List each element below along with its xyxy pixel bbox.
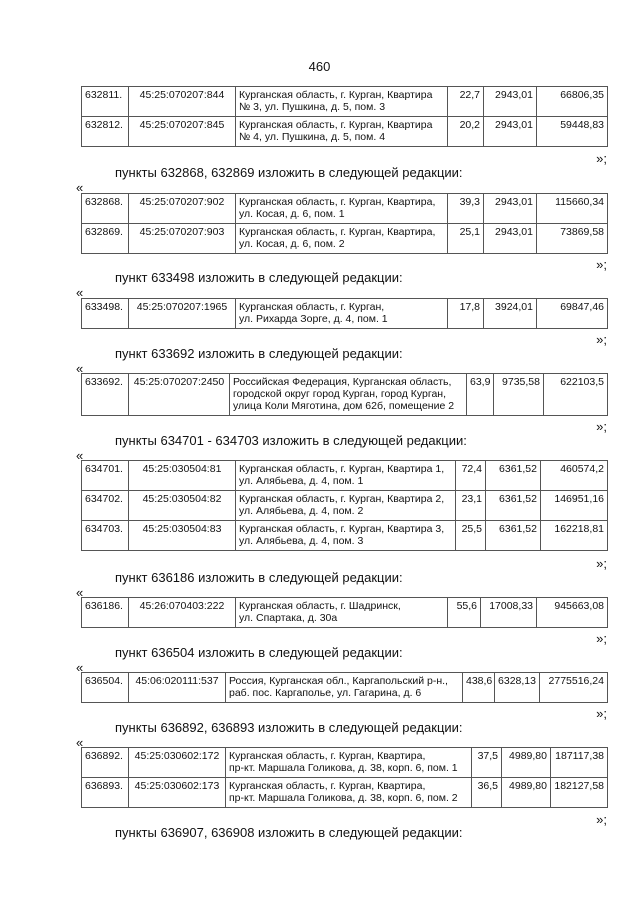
records-table <box>81 597 608 628</box>
unit-price: 4989,80 <box>502 778 551 808</box>
table-row <box>82 673 608 703</box>
unit-price: 2943,01 <box>484 224 537 254</box>
table-row <box>82 299 608 329</box>
records-table <box>81 193 608 254</box>
unit-price: 2943,01 <box>484 194 537 224</box>
total-value: 115660,34 <box>537 194 608 224</box>
close-quote: »; <box>596 151 607 166</box>
address-line: ул. Алябьева, д. 4, пом. 2 <box>239 505 364 517</box>
total-value: 69847,46 <box>537 299 608 329</box>
address-line: ул. Алябьева, д. 4, пом. 1 <box>239 475 364 487</box>
unit-price: 9735,58 <box>494 374 544 416</box>
address-line: Курганская область, г. Шадринск, <box>239 600 401 612</box>
amendment-instruction: пункты 636907, 636908 изложить в следующей редакции: <box>115 825 463 840</box>
address <box>236 87 448 117</box>
unit-price: 6328,13 <box>495 673 540 703</box>
address-line: № 3, ул. Пушкина, д. 5, пом. 3 <box>239 101 386 113</box>
area: 22,7 <box>448 87 484 117</box>
close-quote: »; <box>596 332 607 347</box>
area: 37,5 <box>472 748 502 778</box>
item-number: 634703. <box>82 521 129 551</box>
unit-price: 4989,80 <box>502 748 551 778</box>
area: 17,8 <box>448 299 484 329</box>
close-quote: »; <box>596 419 607 434</box>
open-quote: « <box>76 585 84 600</box>
total-value: 73869,58 <box>537 224 608 254</box>
unit-price: 2943,01 <box>484 87 537 117</box>
area: 25,5 <box>456 521 486 551</box>
page-number: 460 <box>308 59 331 74</box>
table-row <box>82 117 608 147</box>
unit-price: 6361,52 <box>486 491 541 521</box>
open-quote: « <box>76 448 84 463</box>
address-line: раб. пос. Каргаполье, ул. Гагарина, д. 6 <box>229 687 422 699</box>
area: 72,4 <box>456 461 486 491</box>
amendment-instruction: пункт 636186 изложить в следующей редакции: <box>115 570 403 585</box>
table-row <box>82 521 608 551</box>
address-line: ул. Спартака, д. 30а <box>239 612 338 624</box>
table-row <box>82 491 608 521</box>
cadastral-number: 45:25:070207:845 <box>129 117 236 147</box>
item-number: 634702. <box>82 491 129 521</box>
address-line: Курганская область, г. Курган, Квартира <box>239 89 433 101</box>
address-line: ул. Косая, д. 6, пом. 2 <box>239 238 345 250</box>
address-line: Курганская область, г. Курган, Квартира, <box>239 196 436 208</box>
table-row <box>82 374 608 416</box>
address-line: Курганская область, г. Курган, <box>239 301 385 313</box>
open-quote: « <box>76 180 84 195</box>
records-table <box>81 672 608 703</box>
close-quote: »; <box>596 257 607 272</box>
records-table <box>81 298 608 329</box>
address <box>226 778 472 808</box>
cadastral-number: 45:25:030504:81 <box>129 461 236 491</box>
table-row <box>82 87 608 117</box>
area: 39,3 <box>448 194 484 224</box>
open-quote: « <box>76 660 84 675</box>
cadastral-number: 45:25:030602:172 <box>129 748 226 778</box>
item-number: 634701. <box>82 461 129 491</box>
open-quote: « <box>76 361 84 376</box>
address <box>236 194 448 224</box>
total-value: 2775516,24 <box>540 673 608 703</box>
area: 25,1 <box>448 224 484 254</box>
close-quote: »; <box>596 812 607 827</box>
address-line: Россия, Курганская обл., Каргапольский р-н., <box>229 675 448 687</box>
table-row <box>82 224 608 254</box>
records-table <box>81 86 608 147</box>
close-quote: »; <box>596 556 607 571</box>
cadastral-number: 45:26:070403:222 <box>129 598 236 628</box>
total-value: 460574,2 <box>541 461 608 491</box>
cadastral-number: 45:25:070207:903 <box>129 224 236 254</box>
area: 36,5 <box>472 778 502 808</box>
total-value: 146951,16 <box>541 491 608 521</box>
item-number: 633692. <box>82 374 129 416</box>
amendment-instruction: пункт 636504 изложить в следующей редакции: <box>115 645 403 660</box>
table-row <box>82 194 608 224</box>
records-table <box>81 460 608 551</box>
item-number: 632811. <box>82 87 129 117</box>
item-number: 633498. <box>82 299 129 329</box>
table-row <box>82 598 608 628</box>
address-line: улица Коли Мяготина, дом 62б, помещение 2 <box>233 400 455 412</box>
item-number: 636893. <box>82 778 129 808</box>
cadastral-number: 45:06:020111:537 <box>129 673 226 703</box>
open-quote: « <box>76 735 84 750</box>
cadastral-number: 45:25:070207:902 <box>129 194 236 224</box>
address <box>236 299 448 329</box>
amendment-instruction: пункт 633498 изложить в следующей редакции: <box>115 270 403 285</box>
address-line: Курганская область, г. Курган, Квартира, <box>229 750 426 762</box>
area: 438,6 <box>463 673 495 703</box>
unit-price: 6361,52 <box>486 461 541 491</box>
address-line: ул. Алябьева, д. 4, пом. 3 <box>239 535 364 547</box>
cadastral-number: 45:25:070207:844 <box>129 87 236 117</box>
address-line: ул. Косая, д. 6, пом. 1 <box>239 208 345 220</box>
address-line: пр-кт. Маршала Голикова, д. 38, корп. 6, пом. 1 <box>229 762 458 774</box>
total-value: 182127,58 <box>551 778 608 808</box>
address <box>236 224 448 254</box>
address-line: Курганская область, г. Курган, Квартира 1, <box>239 463 445 475</box>
total-value: 945663,08 <box>537 598 608 628</box>
total-value: 59448,83 <box>537 117 608 147</box>
unit-price: 6361,52 <box>486 521 541 551</box>
address <box>226 673 463 703</box>
item-number: 636504. <box>82 673 129 703</box>
close-quote: »; <box>596 631 607 646</box>
address <box>230 374 467 416</box>
address-line: Российская Федерация, Курганская область, <box>233 376 452 388</box>
address-line: ул. Рихарда Зорге, д. 4, пом. 1 <box>239 313 388 325</box>
address-line: Курганская область, г. Курган, Квартира, <box>229 780 426 792</box>
address <box>236 461 456 491</box>
address-line: Курганская область, г. Курган, Квартира, <box>239 226 436 238</box>
amendment-instruction: пункты 634701 - 634703 изложить в следующей редакции: <box>115 433 467 448</box>
item-number: 632812. <box>82 117 129 147</box>
records-table <box>81 747 608 808</box>
table-row <box>82 748 608 778</box>
cadastral-number: 45:25:030504:83 <box>129 521 236 551</box>
address <box>236 117 448 147</box>
address <box>226 748 472 778</box>
cadastral-number: 45:25:030504:82 <box>129 491 236 521</box>
total-value: 622103,5 <box>544 374 608 416</box>
total-value: 162218,81 <box>541 521 608 551</box>
amendment-instruction: пункты 636892, 636893 изложить в следующей редакции: <box>115 720 463 735</box>
item-number: 636186. <box>82 598 129 628</box>
cadastral-number: 45:25:030602:173 <box>129 778 226 808</box>
area: 23,1 <box>456 491 486 521</box>
address-line: городской округ город Курган, город Курган, <box>233 388 447 400</box>
item-number: 632868. <box>82 194 129 224</box>
address <box>236 491 456 521</box>
cadastral-number: 45:25:070207:1965 <box>129 299 236 329</box>
area: 55,6 <box>448 598 481 628</box>
address-line: Курганская область, г. Курган, Квартира <box>239 119 433 131</box>
area: 63,9 <box>467 374 494 416</box>
address-line: Курганская область, г. Курган, Квартира 3, <box>239 523 445 535</box>
table-row <box>82 461 608 491</box>
open-quote: « <box>76 285 84 300</box>
amendment-instruction: пункт 633692 изложить в следующей редакции: <box>115 346 403 361</box>
address-line: пр-кт. Маршала Голикова, д. 38, корп. 6, пом. 2 <box>229 792 458 804</box>
address <box>236 521 456 551</box>
table-row <box>82 778 608 808</box>
area: 20,2 <box>448 117 484 147</box>
item-number: 636892. <box>82 748 129 778</box>
unit-price: 17008,33 <box>481 598 537 628</box>
total-value: 187117,38 <box>551 748 608 778</box>
amendment-instruction: пункты 632868, 632869 изложить в следующей редакции: <box>115 165 463 180</box>
unit-price: 2943,01 <box>484 117 537 147</box>
cadastral-number: 45:25:070207:2450 <box>129 374 230 416</box>
address <box>236 598 448 628</box>
records-table <box>81 373 608 416</box>
address-line: Курганская область, г. Курган, Квартира 2, <box>239 493 445 505</box>
total-value: 66806,35 <box>537 87 608 117</box>
close-quote: »; <box>596 706 607 721</box>
address-line: № 4, ул. Пушкина, д. 5, пом. 4 <box>239 131 386 143</box>
item-number: 632869. <box>82 224 129 254</box>
unit-price: 3924,01 <box>484 299 537 329</box>
